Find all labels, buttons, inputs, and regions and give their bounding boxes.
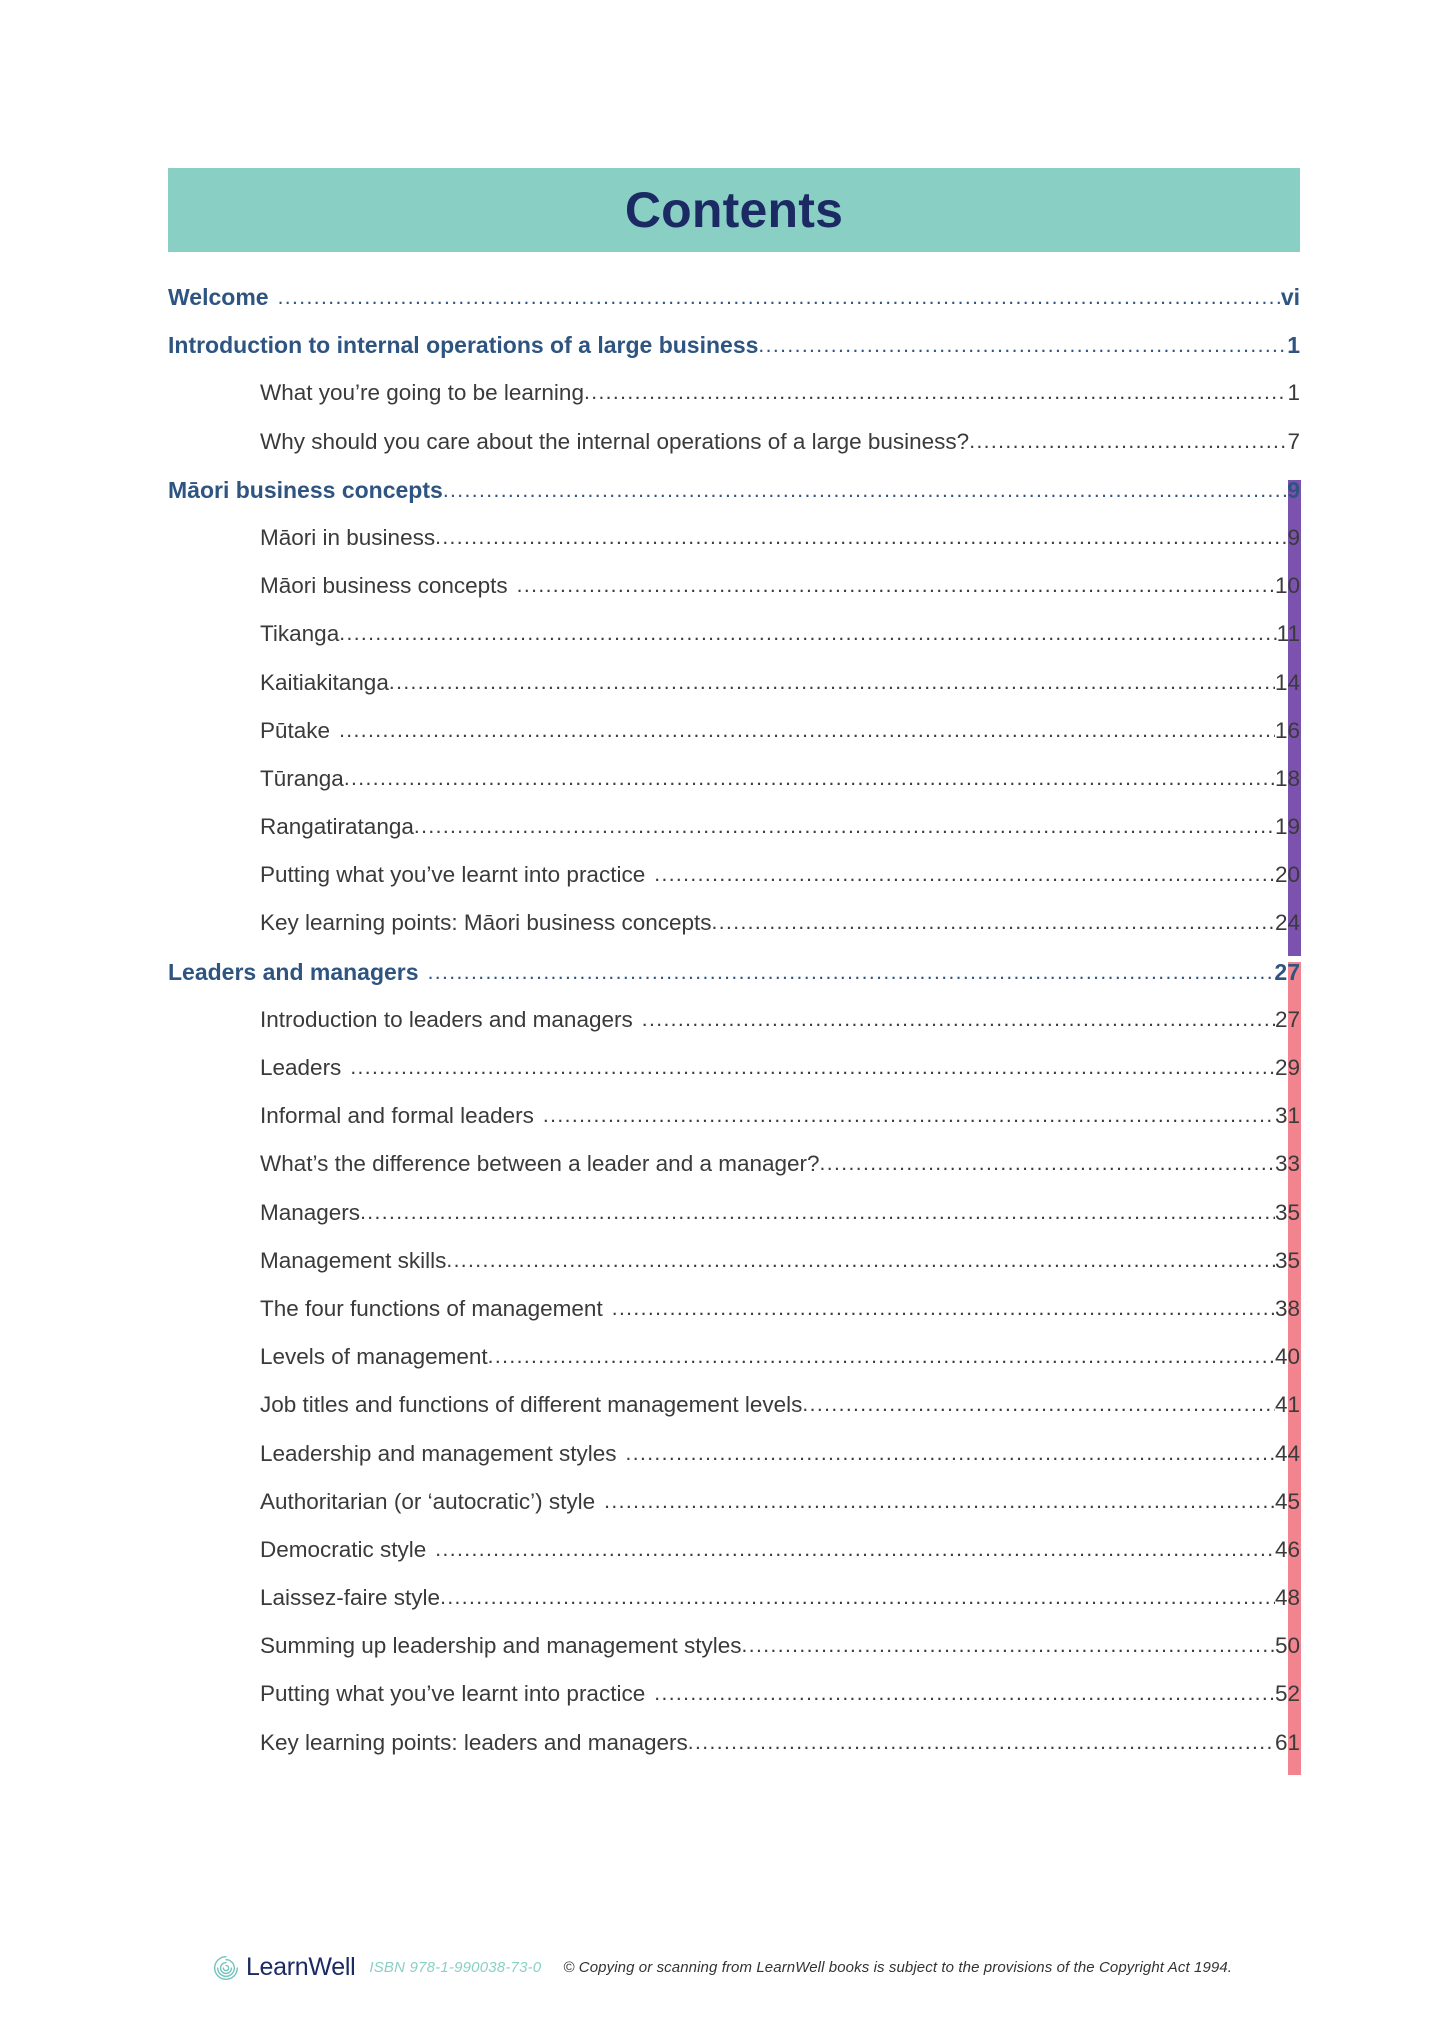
toc-page-number: 20 — [1274, 862, 1300, 888]
toc-entry-row[interactable] — [168, 1007, 1300, 1055]
toc-dot-leader — [688, 1731, 1275, 1755]
toc-entry-label: Key learning points: leaders and managers — [260, 1729, 688, 1755]
toc-entry-label: Informal and formal leaders — [260, 1103, 534, 1129]
toc-page-number: vi — [1280, 284, 1300, 310]
toc-page-number: 16 — [1274, 717, 1300, 743]
toc-entry-row[interactable] — [168, 1248, 1300, 1296]
toc-dot-leader — [278, 286, 1281, 310]
toc-entry-row[interactable] — [168, 1296, 1300, 1344]
toc-dot-leader — [654, 863, 1275, 887]
toc-page-number: 33 — [1274, 1151, 1300, 1177]
toc-entry-label: Putting what you’ve learnt into practice — [260, 1681, 646, 1707]
toc-dot-leader — [440, 1586, 1275, 1610]
toc-dot-leader — [612, 1297, 1275, 1321]
toc-entry-row[interactable] — [168, 1441, 1300, 1489]
toc-page-number: 50 — [1274, 1633, 1300, 1659]
toc-entry-row[interactable] — [168, 718, 1300, 766]
toc-entry-label: Democratic style — [260, 1536, 427, 1562]
toc-page-number: 1 — [1287, 380, 1300, 406]
toc-dot-leader — [339, 622, 1276, 646]
toc-entry-label: What’s the difference between a leader and a manager? — [260, 1151, 820, 1177]
toc-dot-leader — [339, 719, 1275, 743]
toc-page-number: 29 — [1274, 1055, 1300, 1080]
page-footer — [0, 1953, 1445, 1982]
toc-entry-row[interactable] — [168, 910, 1300, 958]
copyright-notice: © Copying or scanning from LearnWell books is subject to the provisions of the Copyright Act 1994. — [563, 1959, 1233, 1976]
toc-page-number: 61 — [1274, 1729, 1300, 1755]
toc-entry-row[interactable] — [168, 862, 1300, 910]
koru-spiral-icon — [213, 1955, 239, 1981]
toc-entry-row[interactable] — [168, 1392, 1300, 1440]
toc-dot-leader — [820, 1152, 1275, 1176]
toc-dot-leader — [712, 911, 1275, 935]
toc-dot-leader — [435, 1538, 1275, 1562]
toc-entry-row[interactable] — [168, 1055, 1300, 1103]
toc-dot-leader — [389, 671, 1275, 695]
toc-entry-row[interactable] — [168, 814, 1300, 862]
toc-dot-leader — [344, 767, 1275, 791]
toc-page-number: 45 — [1274, 1488, 1300, 1514]
toc-entry-label: Introduction to leaders and managers — [260, 1006, 633, 1032]
toc-entry-row[interactable] — [168, 1200, 1300, 1248]
toc-dot-leader — [654, 1682, 1275, 1706]
toc-dot-leader — [435, 526, 1287, 550]
toc-dot-leader — [446, 1249, 1275, 1273]
toc-page-number: 35 — [1274, 1247, 1300, 1273]
toc-entry-label: Tūranga — [260, 765, 344, 791]
toc-entry-label: Laissez-faire style — [260, 1585, 441, 1611]
toc-entry-row[interactable] — [168, 1151, 1300, 1199]
toc-entry-label: Authoritarian (or ‘autocratic’) style — [260, 1488, 596, 1514]
toc-dot-leader — [517, 574, 1275, 598]
toc-dot-leader — [625, 1442, 1274, 1466]
toc-dot-leader — [488, 1345, 1275, 1369]
toc-entry-label: Rangatiratanga — [260, 814, 414, 840]
toc-entry-label: Leaders and managers — [168, 958, 419, 985]
toc-page-number: 44 — [1274, 1440, 1300, 1466]
toc-entry-label: Welcome — [168, 284, 269, 310]
toc-entry-label: Māori business concepts — [168, 476, 443, 503]
toc-page-number: 27 — [1274, 1006, 1300, 1032]
toc-section-row[interactable] — [168, 332, 1300, 380]
toc-entry-label: Levels of management — [260, 1344, 488, 1370]
toc-page-number: 48 — [1274, 1585, 1300, 1611]
toc-entry-label: Tikanga — [260, 621, 340, 647]
toc-entry-label: Key learning points: Māori business concepts — [260, 910, 712, 936]
toc-entry-row[interactable] — [168, 1103, 1300, 1151]
toc-entry-label: Management skills — [260, 1247, 447, 1273]
toc-page-number: 38 — [1274, 1295, 1300, 1321]
learnwell-logo — [213, 1953, 355, 1982]
toc-entry-label: Māori business concepts — [260, 573, 508, 599]
toc-entry-label: Pūtake — [260, 717, 331, 743]
contents-header-band — [168, 168, 1300, 252]
toc-page-number: 11 — [1276, 621, 1300, 647]
toc-entry-row[interactable] — [168, 1585, 1300, 1633]
toc-page-number: 27 — [1274, 958, 1300, 985]
toc-page-number: 9 — [1287, 524, 1300, 550]
toc-entry-label: What you’re going to be learning — [260, 380, 584, 406]
toc-dot-leader — [443, 479, 1287, 503]
toc-page-number: 14 — [1274, 669, 1300, 695]
toc-dot-leader — [543, 1104, 1275, 1128]
toc-page-number: 18 — [1274, 765, 1300, 791]
toc-entry-label: Why should you care about the internal operations of a large business? — [260, 428, 970, 454]
toc-dot-leader — [642, 1008, 1275, 1032]
table-of-contents — [168, 284, 1300, 1778]
toc-dot-leader — [604, 1490, 1275, 1514]
toc-entry-label: Job titles and functions of different management levels — [260, 1392, 803, 1418]
logo-wordmark: LearnWell — [245, 1953, 356, 1981]
toc-dot-leader — [350, 1056, 1275, 1080]
toc-dot-leader — [969, 430, 1287, 454]
toc-page-number: 40 — [1274, 1344, 1300, 1370]
toc-entry-label: Putting what you’ve learnt into practice — [260, 862, 646, 888]
toc-page-number: 35 — [1274, 1199, 1300, 1225]
toc-entry-label: The four functions of management — [260, 1295, 603, 1321]
toc-page-number: 19 — [1274, 814, 1300, 840]
toc-entry-row[interactable] — [168, 1681, 1300, 1729]
toc-page-number: 41 — [1274, 1392, 1300, 1418]
toc-section-row[interactable] — [168, 477, 1300, 525]
toc-entry-label: Leaders — [260, 1055, 342, 1080]
toc-dot-leader — [360, 1201, 1275, 1225]
toc-section-row[interactable] — [168, 284, 1300, 332]
toc-page-number: 10 — [1274, 573, 1300, 599]
toc-entry-label: Kaitiakitanga — [260, 669, 389, 695]
toc-entry-label: Leadership and management styles — [260, 1440, 617, 1466]
toc-entry-row[interactable] — [168, 670, 1300, 718]
toc-entry-row[interactable] — [168, 1537, 1300, 1585]
toc-section-row[interactable] — [168, 959, 1300, 1007]
toc-dot-leader — [802, 1393, 1275, 1417]
toc-page-number: 7 — [1287, 428, 1300, 454]
toc-entry-label: Māori in business — [260, 524, 436, 550]
toc-page-number: 1 — [1287, 332, 1300, 359]
toc-entry-label: Introduction to internal operations of a large business — [168, 332, 759, 359]
toc-dot-leader — [742, 1634, 1275, 1658]
toc-page-number: 52 — [1274, 1681, 1300, 1707]
toc-entry-label: Managers — [260, 1199, 361, 1225]
toc-dot-leader — [414, 815, 1275, 839]
toc-entry-row[interactable] — [168, 380, 1300, 428]
isbn-text: ISBN 978-1-990038-73-0 — [369, 1959, 542, 1976]
page-title: Contents — [624, 182, 844, 238]
toc-page-number: 31 — [1274, 1103, 1300, 1129]
toc-dot-leader — [758, 334, 1287, 358]
toc-entry-row[interactable] — [168, 573, 1300, 621]
toc-dot-leader — [584, 381, 1288, 405]
toc-entry-row[interactable] — [168, 1633, 1300, 1681]
toc-page-number: 24 — [1274, 910, 1300, 936]
toc-entry-row[interactable] — [168, 1489, 1300, 1537]
toc-entry-label: Summing up leadership and management styles — [260, 1633, 742, 1659]
toc-dot-leader — [428, 961, 1275, 985]
toc-page-number: 9 — [1287, 476, 1300, 503]
toc-entry-row[interactable] — [168, 621, 1300, 669]
toc-entry-row[interactable] — [168, 429, 1300, 477]
toc-entry-row[interactable] — [168, 766, 1300, 814]
toc-page-number: 46 — [1274, 1536, 1300, 1562]
toc-entry-row[interactable] — [168, 525, 1300, 573]
toc-entry-row[interactable] — [168, 1730, 1300, 1778]
toc-entry-row[interactable] — [168, 1344, 1300, 1392]
